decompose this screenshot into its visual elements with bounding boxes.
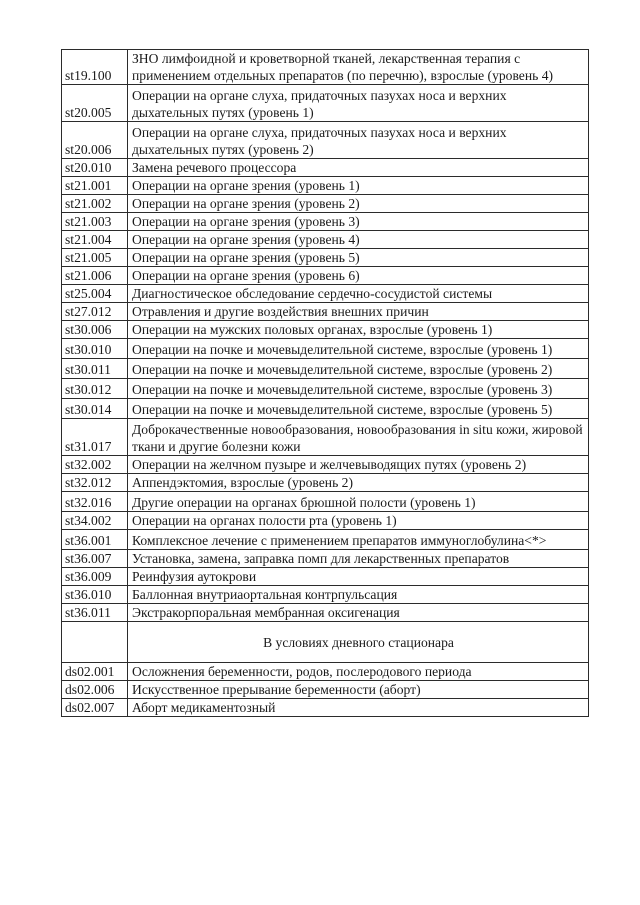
row-code: ds02.007 [62,699,128,717]
row-description: Операции на органе зрения (уровень 5) [128,249,589,267]
table-row [62,339,589,359]
table-row [62,85,589,122]
table-row [62,492,589,512]
table-row [62,195,589,213]
row-description: Операции на почке и мочевыделительной системе, взрослые (уровень 3) [128,379,589,399]
row-description: Другие операции на органах брюшной полости (уровень 1) [128,492,589,512]
table-row [62,474,589,492]
table-row [62,399,589,419]
row-description: Баллонная внутриаортальная контрпульсация [128,586,589,604]
row-description: Отравления и другие воздействия внешних причин [128,303,589,321]
table-row [62,586,589,604]
row-description: Аппендэктомия, взрослые (уровень 2) [128,474,589,492]
row-description: Аборт медикаментозный [128,699,589,717]
row-code: st21.004 [62,231,128,249]
table-row [62,213,589,231]
row-code: st30.010 [62,339,128,359]
row-code: st32.002 [62,456,128,474]
row-code: ds02.001 [62,663,128,681]
table-row [62,249,589,267]
row-code: st36.001 [62,530,128,550]
row-description: Операции на органе слуха, придаточных пазухах носа и верхних дыхательных путях (уровень 1) [128,85,589,122]
row-description: Экстракорпоральная мембранная оксигенация [128,604,589,622]
table-row [62,663,589,681]
row-description: Операции на органе зрения (уровень 6) [128,267,589,285]
ksg-codes-table [61,49,589,717]
row-description: Замена речевого процессора [128,159,589,177]
row-description: ЗНО лимфоидной и кроветворной тканей, лекарственная терапия с применением отдельных препаратов (по перечню), взрослые (уровень 4) [128,50,589,85]
table-row [62,550,589,568]
table-row [62,50,589,85]
table-row [62,456,589,474]
row-code: st21.006 [62,267,128,285]
row-code: st36.011 [62,604,128,622]
row-code: st27.012 [62,303,128,321]
row-description: Операции на органе слуха, придаточных пазухах носа и верхних дыхательных путях (уровень 2) [128,122,589,159]
row-description: Искусственное прерывание беременности (аборт) [128,681,589,699]
table-row [62,267,589,285]
row-description: Реинфузия аутокрови [128,568,589,586]
row-description: Операции на мужских половых органах, взрослые (уровень 1) [128,321,589,339]
row-code: st36.007 [62,550,128,568]
table-row [62,681,589,699]
table-row [62,159,589,177]
row-description: Операции на органах полости рта (уровень 1) [128,512,589,530]
row-code: st30.012 [62,379,128,399]
row-description: Операции на органе зрения (уровень 1) [128,177,589,195]
row-description: Операции на почке и мочевыделительной системе, взрослые (уровень 1) [128,339,589,359]
row-description: Доброкачественные новообразования, новообразования in situ кожи, жировой ткани и другие болезни кожи [128,419,589,456]
row-code: st21.001 [62,177,128,195]
table-row [62,285,589,303]
row-description: Операции на органе зрения (уровень 4) [128,231,589,249]
row-code: st30.006 [62,321,128,339]
row-description: Операции на почке и мочевыделительной системе, взрослые (уровень 2) [128,359,589,379]
row-code: st25.004 [62,285,128,303]
table-row [62,231,589,249]
row-code: st19.100 [62,50,128,85]
row-code: st20.005 [62,85,128,122]
row-description: Осложнения беременности, родов, послеродового периода [128,663,589,681]
table-row [62,419,589,456]
row-code: st36.010 [62,586,128,604]
section-row [62,622,589,663]
table-row [62,530,589,550]
table-row [62,359,589,379]
row-code: ds02.006 [62,681,128,699]
row-code: st21.003 [62,213,128,231]
table-row [62,568,589,586]
row-code: st36.009 [62,568,128,586]
row-code: st30.014 [62,399,128,419]
row-code: st30.011 [62,359,128,379]
row-description: Комплексное лечение с применением препаратов иммуноглобулина<*> [128,530,589,550]
row-code: st34.002 [62,512,128,530]
row-code: st20.010 [62,159,128,177]
row-description: Диагностическое обследование сердечно-сосудистой системы [128,285,589,303]
table-row [62,303,589,321]
table-row [62,699,589,717]
table-row [62,122,589,159]
row-code: st21.005 [62,249,128,267]
row-code: st20.006 [62,122,128,159]
row-code: st32.016 [62,492,128,512]
row-description: Операции на почке и мочевыделительной системе, взрослые (уровень 5) [128,399,589,419]
table-row [62,379,589,399]
table-row [62,321,589,339]
document-page [61,49,588,717]
row-code: st21.002 [62,195,128,213]
table-row [62,604,589,622]
section-title: В условиях дневного стационара [128,622,589,663]
row-description: Установка, замена, заправка помп для лекарственных препаратов [128,550,589,568]
row-code: st31.017 [62,419,128,456]
row-description: Операции на желчном пузыре и желчевыводящих путях (уровень 2) [128,456,589,474]
row-code: st32.012 [62,474,128,492]
row-description: Операции на органе зрения (уровень 2) [128,195,589,213]
row-description: Операции на органе зрения (уровень 3) [128,213,589,231]
table-row [62,512,589,530]
table-row [62,177,589,195]
section-code-cell [62,622,128,663]
